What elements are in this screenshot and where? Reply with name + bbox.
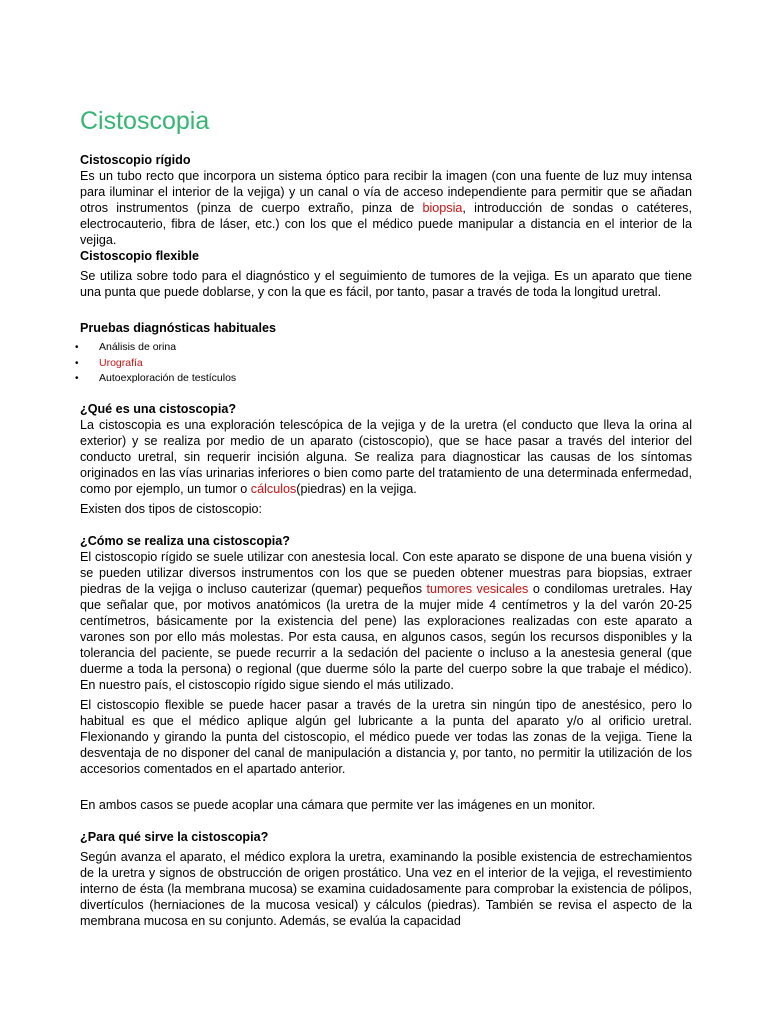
link-tumores-vesicales[interactable]: tumores vesicales <box>426 581 529 596</box>
paragraph-para-que: Según avanza el aparato, el médico explora la uretra, examinando la posible existencia de estrechamientos de la uretra y signos de obstrucción de origen prostático. Una vez en el interior de la vejiga, el revestimiento interno de ésta (la membrana mucosa) se examina cuidadosamente para comprobar la existencia de pólipos, divertículos (herniaciones de la mucosa vesical) y cálculos (piedras). También se revisa el aspecto de la membrana mucosa en su conjunto. Además, se evalúa la capacidad <box>80 849 692 928</box>
heading-cistoscopio-flexible: Cistoscopio flexible <box>80 249 199 263</box>
link-urografia[interactable]: Urografía <box>99 356 143 369</box>
heading-cistoscopio-rigido: Cistoscopio rígido <box>80 153 191 167</box>
page-title: Cistoscopia <box>80 107 210 135</box>
paragraph-como-rigido <box>80 549 692 693</box>
text-span: (piedras) en la vejiga. <box>296 481 417 496</box>
list-item <box>75 340 692 356</box>
list-item-label: Autoexploración de testículos <box>99 372 237 384</box>
heading-para-que: ¿Para qué sirve la cistoscopia? <box>80 829 269 844</box>
heading-como: ¿Cómo se realiza una cistoscopia? <box>80 533 290 548</box>
bullet-icon: • <box>75 342 79 353</box>
heading-pruebas-diagnosticas: Pruebas diagnósticas habituales <box>80 321 276 335</box>
text-span: El cistoscopio rígido se suele utilizar con anestesia local. Con este aparato se dispone de una buena visión y se pueden utilizar diversos instrumentos con los que se pueden obtener muestras para biopsias, extraer piedras de la vejiga o incluso cauterizar (quemar) pequeños <box>80 549 692 596</box>
list-item[interactable] <box>75 356 692 372</box>
text-span: , introducción de sondas o catéteres, electrocauterio, fibra de láser, etc.) con los que el médico puede manipular a distancia en el interior de la vejiga. <box>80 201 692 247</box>
text-span: La cistoscopia es una exploración telescópica de la vejiga y de la uretra (el conducto que lleva la orina al exterior) y se realiza por medio de un aparato (cistoscopio), que se hace pasar a través del interior del conducto uretral, sin requerir incisión alguna. Se realiza para diagnosticar las causas de los síntomas originados en las vías urinarias inferiores o bien como parte del tratamiento de una determinada enfermedad, como por ejemplo, un tumor o <box>80 417 692 496</box>
bullet-icon: • <box>75 357 79 369</box>
text-span: o condilomas uretrales. Hay que señalar que, por motivos anatómicos (la uretra de la mujer mide 4 centímetros y la del varón 20-25 centímetros, básicamente por la existencia del pene) las exploraciones realizadas con este aparato a varones son por ello más molestas. Por esta causa, en algunos casos, según los recursos disponibles y la tolerancia del paciente, se puede recurrir a la sedación del paciente o incluso a la anestesia general (que duerme a toda la persona) o regional (que duerme sólo la parte del cuerpo sobre la que trabaje el médico). En nuestro país, el cistoscopio rígido sigue siendo el más utilizado. <box>80 581 693 692</box>
paragraph-que-es <box>80 417 692 497</box>
bullet-icon: • <box>75 373 79 384</box>
list-item-label: Análisis de orina <box>99 341 177 353</box>
link-biopsia[interactable]: biopsia <box>422 201 463 215</box>
paragraph-camara: En ambos casos se puede acoplar una cámara que permite ver las imágenes en un monitor. <box>80 797 596 812</box>
paragraph-tipos: Existen dos tipos de cistoscopio: <box>80 501 263 516</box>
heading-que-es: ¿Qué es una cistoscopia? <box>80 401 237 416</box>
text-span: Es un tubo recto que incorpora un sistema óptico para recibir la imagen (con una fuente de luz muy intensa para iluminar el interior de la vejiga) y un canal o vía de acceso independiente para permitir que se añadan otros instrumentos (pinza de cuerpo extraño, pinza de <box>80 169 692 215</box>
link-calculos[interactable]: cálculos <box>250 481 297 496</box>
paragraph-cistoscopio-rigido <box>80 168 692 248</box>
pruebas-list <box>75 340 692 387</box>
list-item <box>75 371 692 387</box>
paragraph-como-flexible: El cistoscopio flexible se puede hacer pasar a través de la uretra sin ningún tipo de anestésico, pero lo habitual es que el médico aplique algún gel lubricante a la punta del aparato y/o al orificio uretral. Flexionando y girando la punta del cistoscopio, el médico puede ver todas las zonas de la vejiga. Tiene la desventaja de no disponer del canal de manipulación a distancia y, por tanto, no permitir la utilización de los accesorios comentados en el apartado anterior. <box>80 697 692 776</box>
paragraph-cistoscopio-flexible: Se utiliza sobre todo para el diagnóstico y el seguimiento de tumores de la vejiga. Es un aparato que tiene una punta que puede doblarse, y con la que es fácil, por tanto, pasar a través de toda la longitud uretral. <box>80 269 692 299</box>
document-content <box>75 106 693 929</box>
